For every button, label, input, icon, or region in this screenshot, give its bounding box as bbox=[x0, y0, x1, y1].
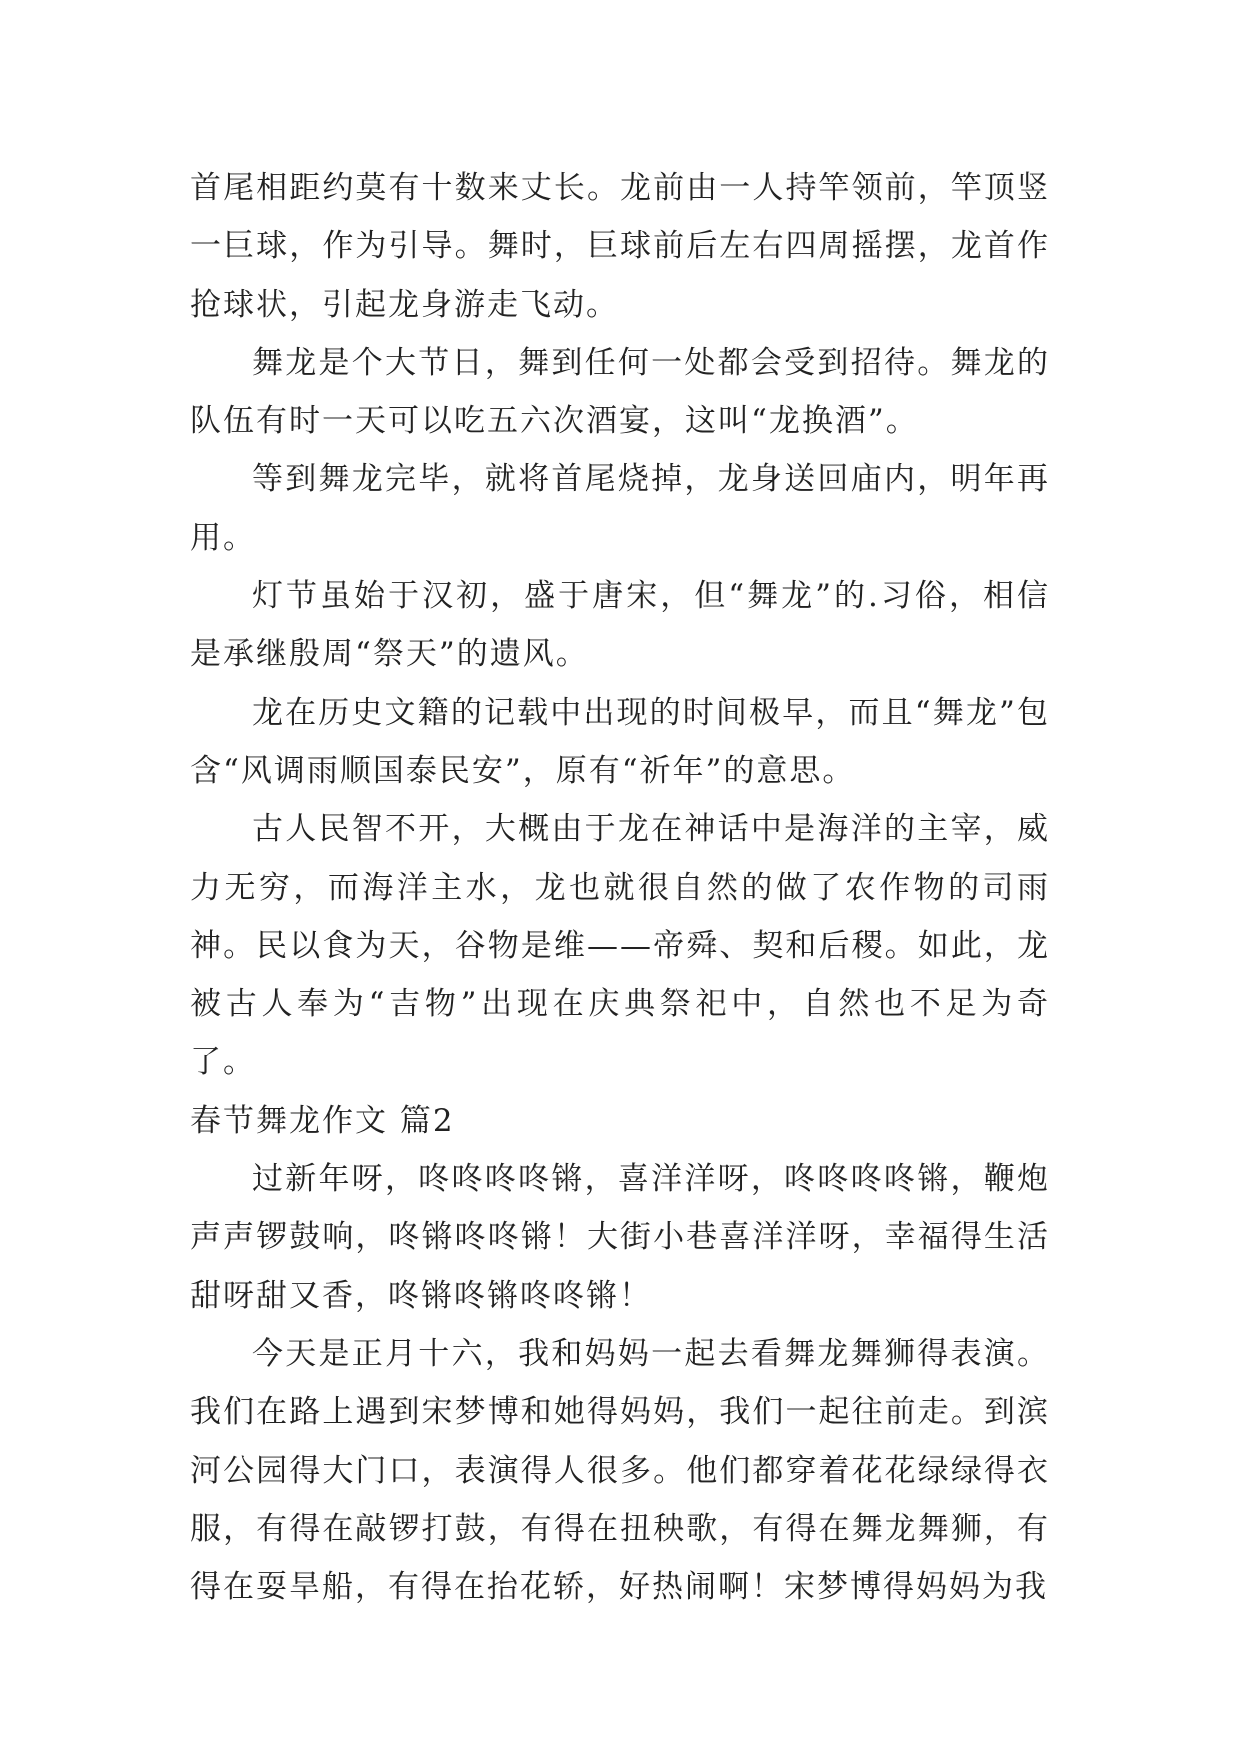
paragraph: 过新年呀，咚咚咚咚锵，喜洋洋呀，咚咚咚咚锵，鞭炮声声锣鼓响，咚锵咚咚锵！大街小巷喜洋洋呀，幸福得生活甜呀甜又香，咚锵咚锵咚咚锵！ bbox=[190, 1161, 1050, 1314]
paragraph: 今天是正月十六，我和妈妈一起去看舞龙舞狮得表演。我们在路上遇到宋梦博和她得妈妈，我们一起往前走。到滨河公园得大门口，表演得人很多。他们都穿着花花绿绿得衣服，有得在敲锣打鼓，有得在扭秧歌，有得在舞龙舞狮，有得在耍旱船，有得在抬花轿，好热闹啊！宋梦博得妈妈为我 bbox=[190, 1335, 1050, 1606]
paragraph: 舞龙是个大节日，舞到任何一处都会受到招待。舞龙的队伍有时一天可以吃五六次酒宴，这叫“龙换酒”。 bbox=[190, 344, 1050, 440]
paragraph: 灯节虽始于汉初，盛于唐宋，但“舞龙”的.习俗，相信是承继殷周“祭天”的遗风。 bbox=[190, 578, 1050, 673]
section-heading: 春节舞龙作文 篇2 bbox=[190, 1102, 455, 1139]
paragraph: 等到舞龙完毕，就将首尾烧掉，龙身送回庙内，明年再用。 bbox=[190, 461, 1050, 556]
paragraph: 龙在历史文籍的记载中出现的时间极早，而且“舞龙”包含“风调雨顺国泰民安”，原有“祈年”的意思。 bbox=[190, 694, 1050, 789]
document-body bbox=[190, 159, 1050, 1616]
paragraph: 古人民智不开，大概由于龙在神话中是海洋的主宰，威力无穷，而海洋主水，龙也就很自然的做了农作物的司雨神。民以食为天，谷物是维——帝舜、契和后稷。如此，龙被古人奉为“吉物”出现在庆典祭祀中，自然也不足为奇了。 bbox=[190, 811, 1050, 1081]
paragraph-continued: 首尾相距约莫有十数来丈长。龙前由一人持竿领前，竿顶竖一巨球，作为引导。舞时，巨球前后左右四周摇摆，龙首作抢球状，引起龙身游走飞动。 bbox=[190, 170, 1050, 323]
